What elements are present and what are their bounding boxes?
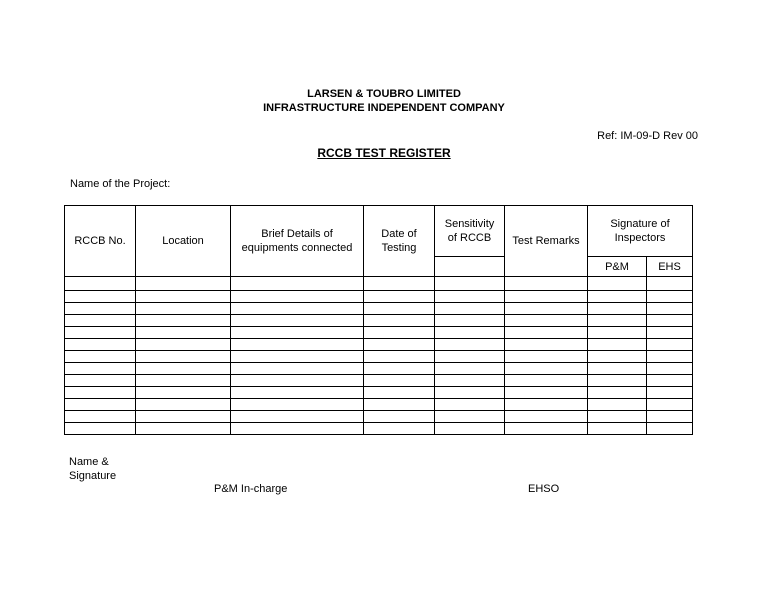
table-cell: [65, 375, 136, 387]
table-cell: [136, 351, 231, 363]
table-cell: [65, 363, 136, 375]
col-sensitivity-line1: Sensitivity: [444, 218, 495, 230]
table-cell: [435, 303, 505, 315]
table-cell: [435, 411, 505, 423]
table-cell: [588, 363, 647, 375]
col-rccb-no: RCCB No.: [65, 206, 136, 277]
table-cell: [364, 351, 435, 363]
table-cell: [505, 411, 588, 423]
table-cell: [65, 291, 136, 303]
table-cell: [435, 291, 505, 303]
table-row: [65, 375, 693, 387]
document-ref: Ref: IM-09-D Rev 00: [597, 130, 698, 142]
table-cell: [65, 387, 136, 399]
header-spacer: [588, 277, 647, 291]
table-cell: [588, 423, 647, 435]
table-cell: [136, 327, 231, 339]
table-row: [65, 411, 693, 423]
table-cell: [136, 423, 231, 435]
table-cell: [647, 291, 693, 303]
pm-incharge-label: P&M In-charge: [214, 483, 288, 495]
table-cell: [435, 315, 505, 327]
table-cell: [505, 339, 588, 351]
table-cell: [231, 291, 364, 303]
col-test-remarks: Test Remarks: [505, 206, 588, 277]
page-title: RCCB TEST REGISTER: [317, 146, 451, 160]
table-cell: [647, 411, 693, 423]
name-signature-label: [69, 455, 116, 483]
table-cell: [647, 399, 693, 411]
header-spacer: [435, 277, 505, 291]
table-cell: [65, 399, 136, 411]
col-signature-inspectors: [588, 206, 693, 257]
table-row: [65, 351, 693, 363]
col-location: Location: [136, 206, 231, 277]
table-cell: [588, 291, 647, 303]
table-cell: [588, 351, 647, 363]
table-cell: [505, 327, 588, 339]
name-signature-line2: Signature: [69, 470, 117, 482]
col-brief-details-line1: Brief Details of: [261, 228, 333, 240]
col-date-line2: Testing: [381, 242, 417, 254]
header-spacer: [231, 277, 364, 291]
table-cell: [231, 363, 364, 375]
table-cell: [231, 327, 364, 339]
company-division: INFRASTRUCTURE INDEPENDENT COMPANY: [263, 102, 505, 114]
table-cell: [364, 375, 435, 387]
table-cell: [505, 399, 588, 411]
table-cell: [65, 423, 136, 435]
table-cell: [435, 399, 505, 411]
table-cell: [588, 315, 647, 327]
col-date-line1: Date of: [381, 228, 417, 240]
table-cell: [231, 339, 364, 351]
table-cell: [136, 315, 231, 327]
name-signature-line1: Name &: [69, 456, 109, 468]
table-cell: [65, 303, 136, 315]
table-cell: [505, 303, 588, 315]
table-cell: [136, 363, 231, 375]
rccb-register-table: [64, 205, 693, 435]
table-cell: [136, 339, 231, 351]
table-cell: [647, 327, 693, 339]
table-cell: [647, 375, 693, 387]
table-cell: [435, 375, 505, 387]
table-cell: [647, 351, 693, 363]
table-cell: [231, 411, 364, 423]
table-cell: [435, 423, 505, 435]
project-name-label: Name of the Project:: [70, 178, 171, 190]
table-cell: [647, 363, 693, 375]
col-sensitivity-sub: [435, 257, 505, 277]
header-spacer: [364, 277, 435, 291]
table-cell: [647, 315, 693, 327]
table-cell: [588, 387, 647, 399]
table-row: [65, 387, 693, 399]
col-sensitivity: [435, 206, 505, 257]
table-cell: [136, 387, 231, 399]
col-brief-details-line2: equipments connected: [241, 242, 353, 254]
col-pm: P&M: [588, 257, 647, 277]
table-cell: [505, 291, 588, 303]
table-cell: [364, 411, 435, 423]
table-cell: [364, 387, 435, 399]
col-signature-line1: Signature of: [610, 218, 670, 230]
table-cell: [505, 387, 588, 399]
table-cell: [505, 315, 588, 327]
table-cell: [588, 411, 647, 423]
table-cell: [435, 351, 505, 363]
table-row: [65, 399, 693, 411]
table-cell: [231, 303, 364, 315]
table-cell: [65, 339, 136, 351]
company-name: LARSEN & TOUBRO LIMITED: [307, 88, 461, 100]
table-cell: [65, 315, 136, 327]
col-sensitivity-line2: of RCCB: [447, 232, 492, 244]
table-cell: [364, 339, 435, 351]
table-cell: [588, 375, 647, 387]
table-cell: [364, 399, 435, 411]
table-row: [65, 315, 693, 327]
table-cell: [588, 303, 647, 315]
ehso-label: EHSO: [528, 483, 560, 495]
table-cell: [364, 423, 435, 435]
table-row: [65, 339, 693, 351]
table-cell: [231, 375, 364, 387]
header-spacer: [136, 277, 231, 291]
header-spacer: [65, 277, 136, 291]
table-row: [65, 423, 693, 435]
table-cell: [364, 327, 435, 339]
table-cell: [231, 351, 364, 363]
table-cell: [136, 411, 231, 423]
table-cell: [505, 363, 588, 375]
table-cell: [231, 399, 364, 411]
register-body: [65, 291, 693, 435]
table-cell: [136, 303, 231, 315]
table-row: [65, 303, 693, 315]
col-ehs: EHS: [647, 257, 693, 277]
table-cell: [364, 363, 435, 375]
table-cell: [505, 351, 588, 363]
table-cell: [65, 351, 136, 363]
table-cell: [65, 411, 136, 423]
table-cell: [364, 291, 435, 303]
table-cell: [364, 303, 435, 315]
header-spacer: [505, 277, 588, 291]
table-cell: [136, 399, 231, 411]
table-cell: [647, 303, 693, 315]
table-cell: [136, 291, 231, 303]
table-cell: [505, 375, 588, 387]
table-cell: [65, 327, 136, 339]
table-cell: [505, 423, 588, 435]
table-cell: [435, 387, 505, 399]
table-cell: [231, 387, 364, 399]
table-cell: [647, 339, 693, 351]
table-cell: [231, 315, 364, 327]
table-cell: [588, 327, 647, 339]
col-brief-details: [231, 206, 364, 277]
table-cell: [588, 399, 647, 411]
table-cell: [435, 327, 505, 339]
table-cell: [588, 339, 647, 351]
col-signature-line2: Inspectors: [614, 232, 666, 244]
table-row: [65, 363, 693, 375]
table-row: [65, 327, 693, 339]
table-cell: [231, 423, 364, 435]
table-cell: [364, 315, 435, 327]
col-date-of-testing: [364, 206, 435, 277]
table-row: [65, 291, 693, 303]
header-spacer: [647, 277, 693, 291]
table-cell: [435, 363, 505, 375]
table-cell: [136, 375, 231, 387]
table-cell: [435, 339, 505, 351]
table-cell: [647, 387, 693, 399]
table-cell: [647, 423, 693, 435]
